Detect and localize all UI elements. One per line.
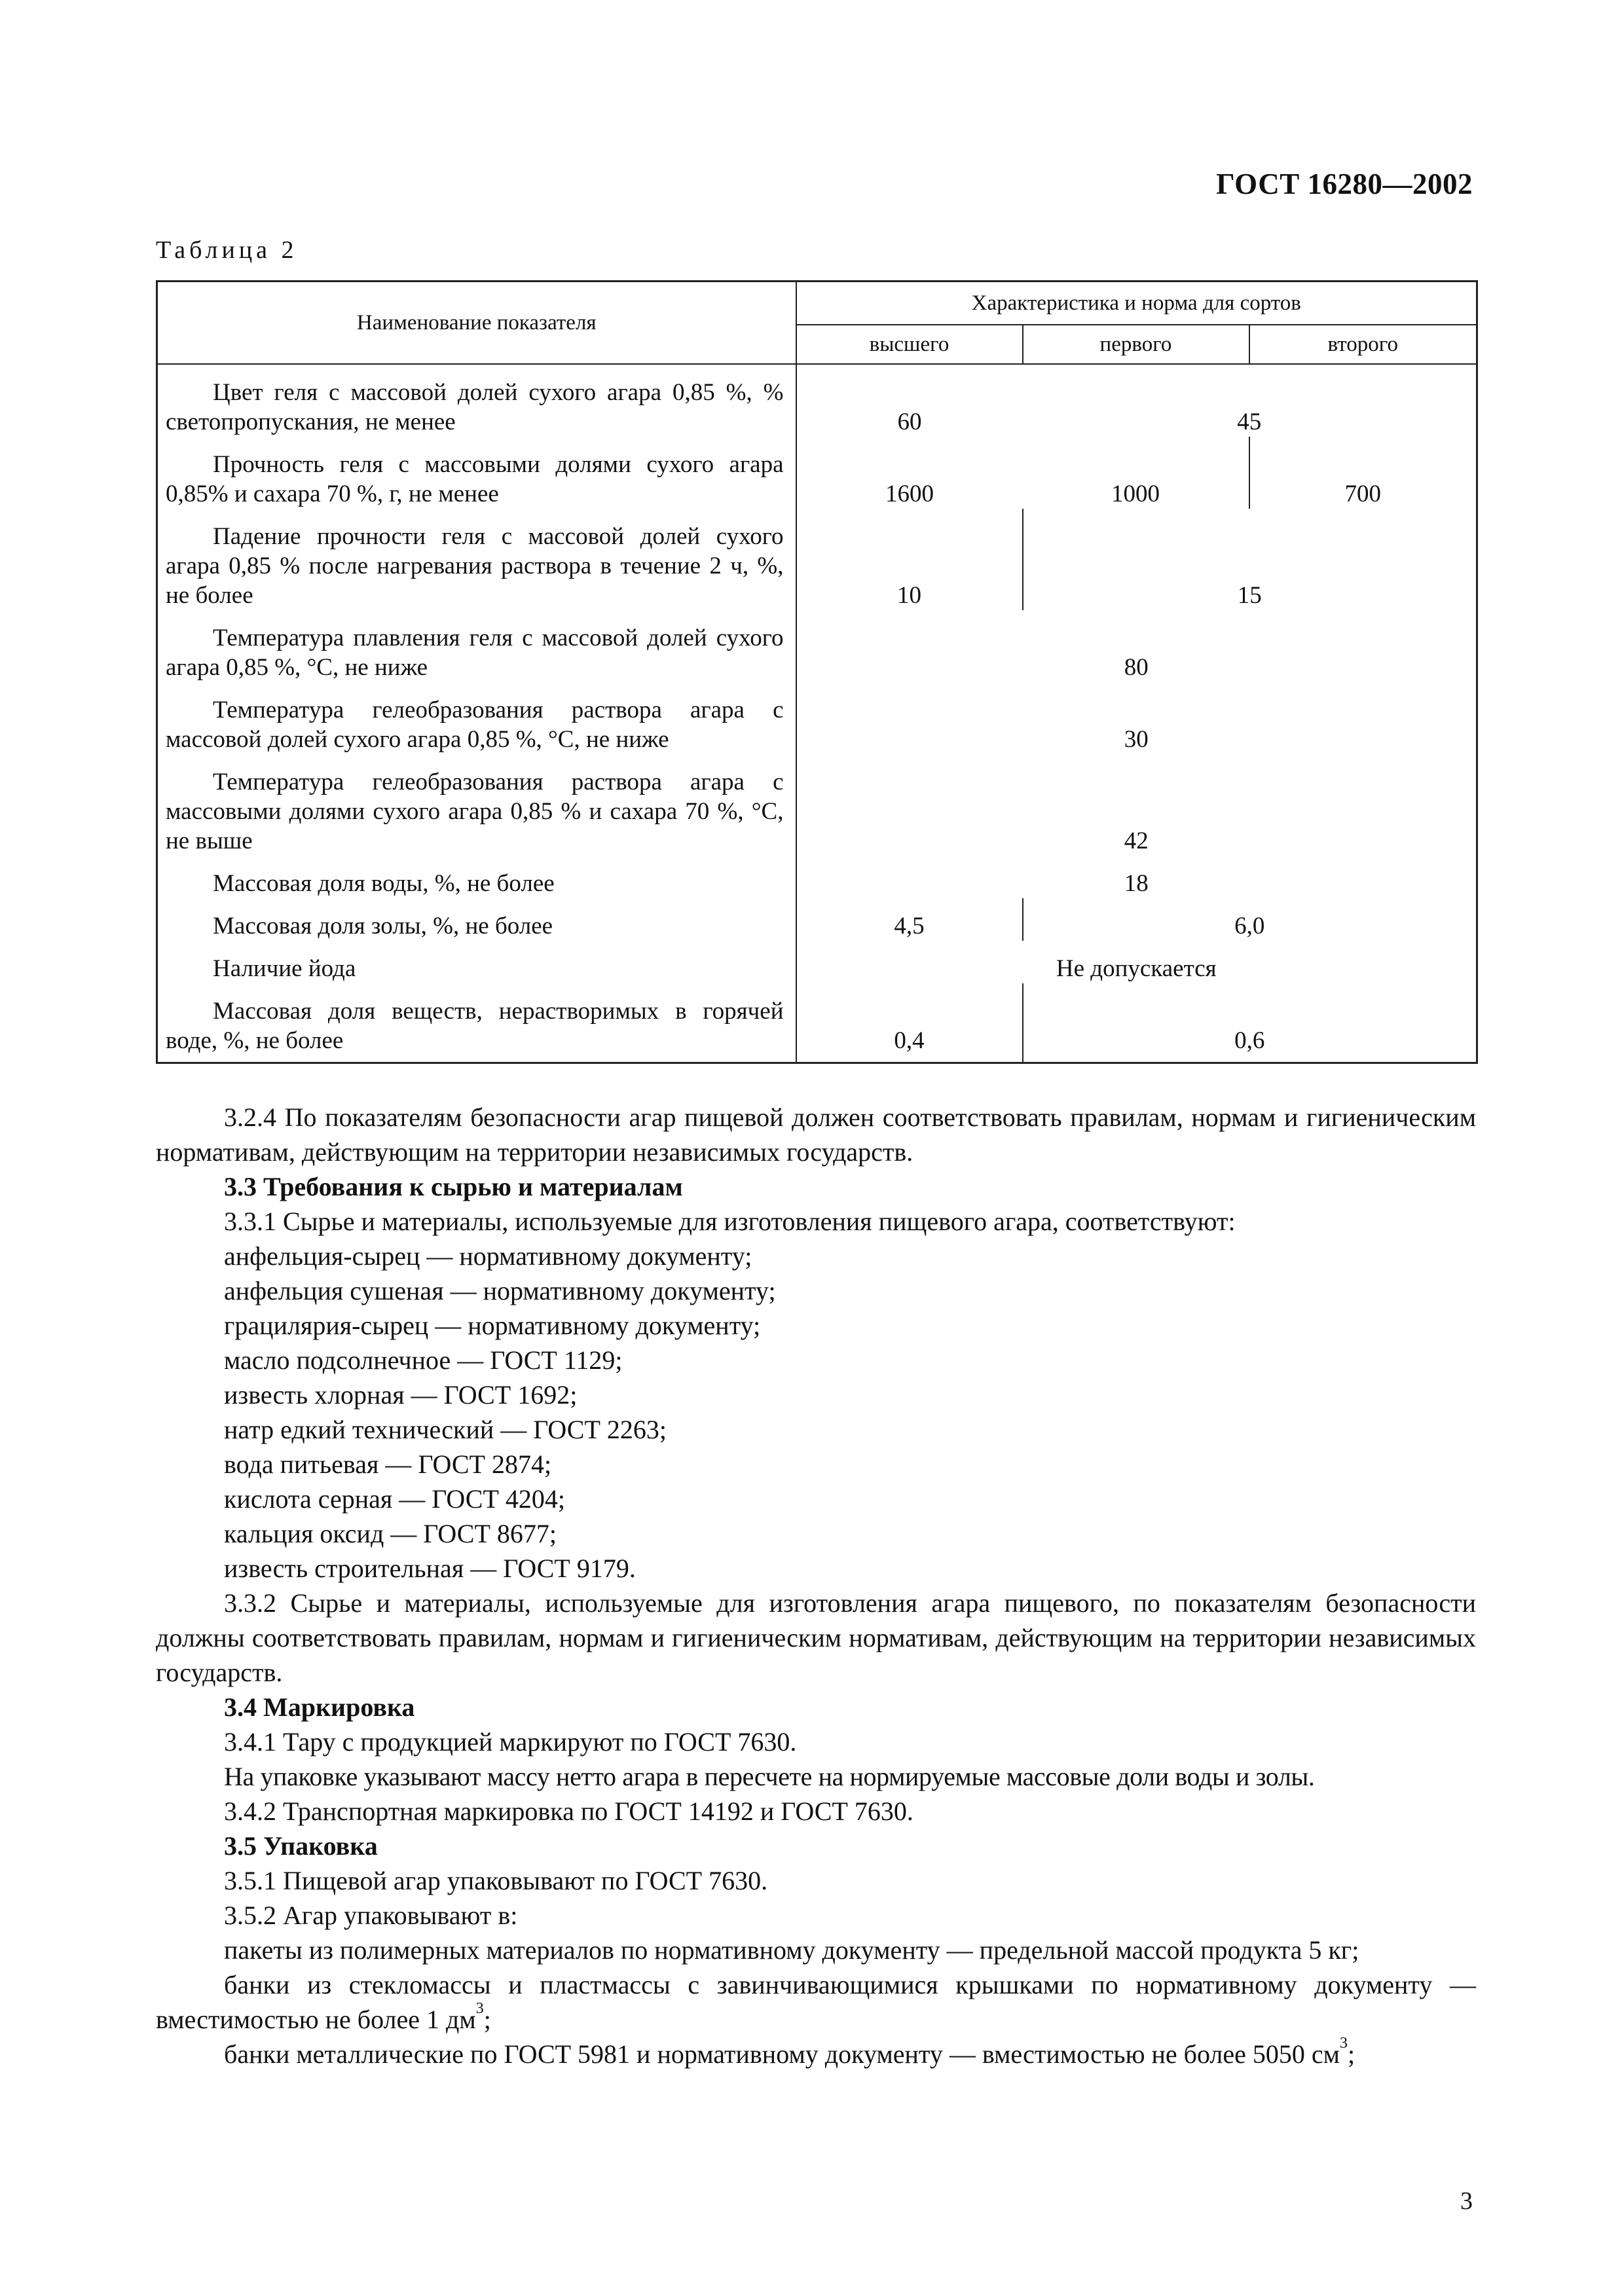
paragraph-3-4-1: 3.4.1 Тару с продукцией маркируют по ГОСТ 7630. <box>224 1727 797 1757</box>
row-name: Прочность геля с массовыми долями сухого агара 0,85% и сахара 70 %, г, не менее <box>157 437 796 509</box>
list-item: кислота серная — ГОСТ 4204; <box>224 1484 566 1514</box>
list-item: грацилярия-сырец — нормативному документу; <box>224 1311 761 1340</box>
paragraph-3-5-1: 3.5.1 Пищевой агар упаковывают по ГОСТ 7630. <box>224 1866 768 1895</box>
document-id: ГОСТ 16280—2002 <box>1216 168 1473 200</box>
paragraph-3-4-1-note: На упаковке указывают массу нетто агара в пересчете на нормируемые массовые доли воды и золы. <box>224 1762 1315 1791</box>
row-value-first: 1000 <box>1111 481 1160 507</box>
page-number: 3 <box>1460 2187 1473 2215</box>
document-body <box>156 1100 1476 2071</box>
header-grade-first: первого <box>1023 325 1249 364</box>
row-value-all: 30 <box>1124 726 1149 753</box>
table-row <box>157 856 1477 898</box>
packaging-item: пакеты из полимерных материалов по нормативному документу — предельной массой продукта 5 кг; <box>224 1935 1359 1965</box>
table-row <box>157 941 1477 983</box>
packaging-item: банки из стекломассы и пластмассы с завинчивающимися крышками по нормативному документу — вместимостью не более 1 $дм^3$; <box>156 1970 1476 2034</box>
norm-table <box>156 280 1478 1064</box>
table-row <box>157 898 1477 941</box>
row-value-all: 42 <box>1124 828 1149 854</box>
table-row <box>157 754 1477 856</box>
row-value-top: 0,4 <box>894 1027 925 1054</box>
list-item: натр едкий технический — ГОСТ 2263; <box>224 1415 667 1444</box>
row-name: Цвет геля с массовой долей сухого агара 0,85 %, % светопропускания, не менее <box>157 364 796 437</box>
paragraph-3-3-2: 3.3.2 Сырье и материалы, используемые для изготовления агара пищевого, по показателям безопасности должны соответствовать правилам, нормам и гигиеническим нормативам, действующим на территории независимых государств. <box>156 1588 1476 1687</box>
row-name: Температура плавления геля с массовой долей сухого агара 0,85 %, °С, не ниже <box>157 610 796 682</box>
paragraph-3-3-1: 3.3.1 Сырье и материалы, используемые для изготовления пищевого агара, соответствуют: <box>224 1207 1236 1236</box>
list-item: вода питьевая — ГОСТ 2874; <box>224 1449 552 1479</box>
table-row <box>157 983 1477 1063</box>
row-value-top: 4,5 <box>894 913 925 939</box>
table-row <box>157 437 1477 509</box>
row-name: Массовая доля воды, %, не более <box>157 856 796 898</box>
paragraph-3-4-2: 3.4.2 Транспортная маркировка по ГОСТ 14192 и ГОСТ 7630. <box>224 1796 913 1826</box>
row-value-all: Не допускается <box>1056 955 1217 982</box>
header-grade-group: Характеристика и норма для сортов <box>796 282 1477 325</box>
row-value-all: 80 <box>1124 654 1149 681</box>
paragraph-3-5-2: 3.5.2 Агар упаковывают в: <box>224 1901 518 1930</box>
list-item: анфельция-сырец — нормативному документу; <box>224 1241 752 1271</box>
paragraph-3-2-4: 3.2.4 По показателям безопасности агар пищевой должен соответствовать правилам, нормам и гигиеническим нормативам, действующим на территории независимых государств. <box>156 1102 1476 1167</box>
row-value-first-second: 45 <box>1237 409 1262 435</box>
packaging-item: банки металлические по ГОСТ 5981 и нормативному документу — вместимостью не более 5050 $см^3$; <box>224 2035 1355 2069</box>
table-row <box>157 509 1477 610</box>
table-row <box>157 364 1477 437</box>
header-name-column: Наименование показателя <box>157 282 796 365</box>
row-value-all: 18 <box>1124 870 1149 897</box>
row-value-top: 1600 <box>885 481 934 507</box>
list-item: кальция оксид — ГОСТ 8677; <box>224 1519 557 1548</box>
row-name: Массовая доля веществ, нерастворимых в горячей воде, %, не более <box>157 983 796 1063</box>
header-grade-second: второго <box>1249 325 1477 364</box>
section-heading-3-3: 3.3 Требования к сырью и материалам <box>224 1172 683 1201</box>
row-value-first-second: 0,6 <box>1023 983 1477 1063</box>
row-value-first-second: 6,0 <box>1023 898 1477 941</box>
row-value-top: 10 <box>897 582 921 609</box>
row-name: Падение прочности геля с массовой долей сухого агара 0,85 % после нагревания раствора в течение 2 ч, %, не более <box>157 509 796 610</box>
list-item: масло подсолнечное — ГОСТ 1129; <box>224 1345 623 1375</box>
row-name: Температура гелеобразования раствора агара с массовой долей сухого агара 0,85 %, °С, не ниже <box>157 682 796 754</box>
row-value-top: 60 <box>897 409 922 435</box>
list-item: известь строительная — ГОСТ 9179. <box>224 1554 636 1583</box>
row-name: Наличие йода <box>157 941 796 983</box>
row-value-second: 700 <box>1249 437 1477 509</box>
list-item: анфельция сушеная — нормативному документу; <box>224 1276 776 1305</box>
section-heading-3-4: 3.4 Маркировка <box>224 1692 415 1722</box>
section-heading-3-5: 3.5 Упаковка <box>224 1831 378 1861</box>
row-value-first-second: 15 <box>1023 509 1477 610</box>
row-name: Температура гелеобразования раствора агара с массовыми долями сухого агара 0,85 % и сахара 70 %, °С, не выше <box>157 754 796 856</box>
table-row <box>157 610 1477 682</box>
table-caption: Таблица 2 <box>156 236 298 264</box>
list-item: известь хлорная — ГОСТ 1692; <box>224 1380 578 1410</box>
table-row <box>157 682 1477 754</box>
row-name: Массовая доля золы, %, не более <box>157 898 796 941</box>
header-grade-top: высшего <box>796 325 1023 364</box>
